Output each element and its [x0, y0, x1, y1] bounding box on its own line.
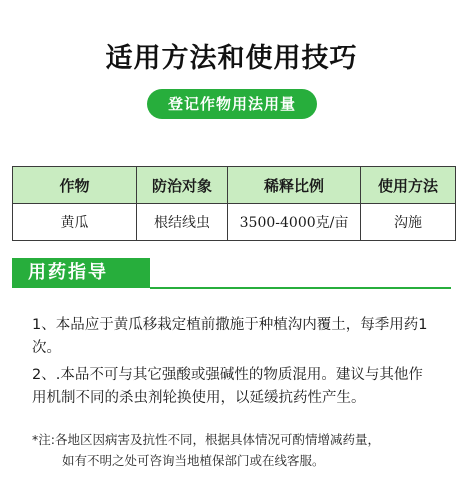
guide-heading: 用药指导: [12, 258, 150, 288]
guide-item-2: 2、.本品不可与其它强酸或强碱性的物质混用。建议与其他作用机制不同的杀虫剂轮换使用，以延缓抗药性产生。: [32, 367, 423, 406]
footnote-line-1: *注:各地区因病害及抗性不同，根据具体情况可酌情增减药量，: [32, 432, 380, 447]
footnote: [32, 429, 452, 471]
cell-target: 根结线虫: [137, 204, 228, 241]
guide-divider: [150, 287, 451, 289]
cell-crop: 黄瓜: [13, 204, 137, 241]
header-dilution: 稀释比例: [228, 167, 361, 204]
header-crop: 作物: [13, 167, 137, 204]
table-row: [13, 204, 456, 241]
guide-item-1: 1、本品应于黄瓜移栽定植前撒施于种植沟内覆土，每季用药1次。: [32, 317, 428, 356]
table-header-row: [13, 167, 456, 204]
footnote-line-2: 如有不明之处可咨询当地植保部门或在线客服。: [62, 453, 325, 468]
usage-table: [12, 166, 456, 241]
cell-dilution: 3500-4000克/亩: [228, 204, 361, 241]
header-target: 防治对象: [137, 167, 228, 204]
header-method: 使用方法: [361, 167, 456, 204]
subtitle-pill: 登记作物用法用量: [147, 89, 317, 119]
cell-method: 沟施: [361, 204, 456, 241]
page-title: 适用方法和使用技巧: [105, 43, 358, 74]
